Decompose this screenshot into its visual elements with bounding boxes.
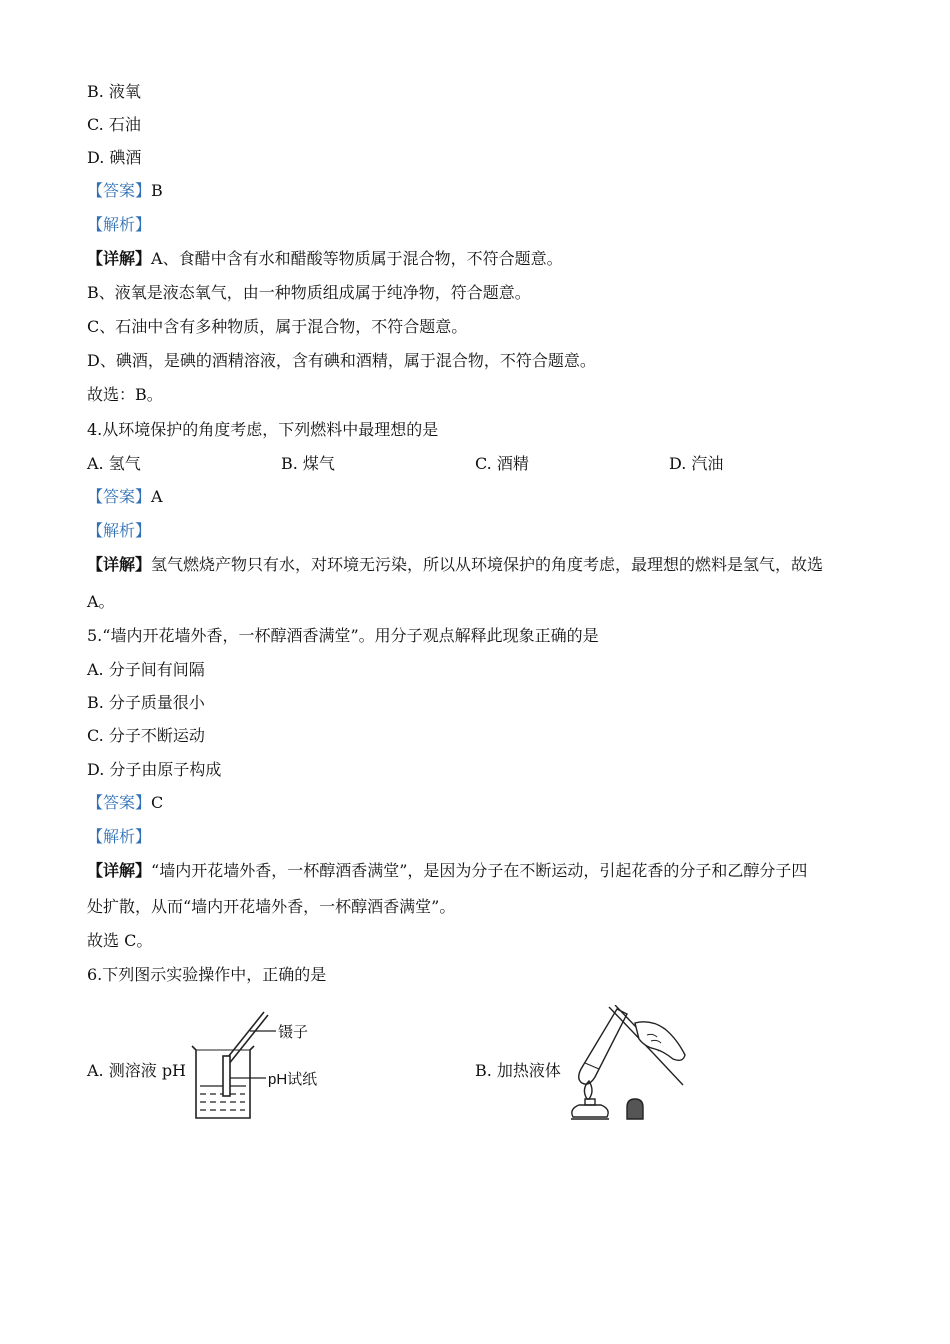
detail-tag: 【详解】 <box>87 249 152 268</box>
q6-option-a-label: A. 测溶液 pH <box>87 1061 187 1080</box>
q4-stem: 4.从环境保护的角度考虑，下列燃料中最理想的是 <box>87 420 439 439</box>
q3-detail-b: B、液氧是液态氧气，由一种物质组成属于纯净物，符合题意。 <box>87 283 531 302</box>
ph-paper-label: pH试纸 <box>268 1071 318 1088</box>
detail-tag: 【详解】 <box>87 555 152 574</box>
answer-value: B <box>151 181 163 200</box>
q5-option-c: C. 分子不断运动 <box>87 726 205 745</box>
q5-analysis-tag: 【解析】 <box>87 827 152 846</box>
detail-text: 氢气燃烧产物只有水，对环境无污染，所以从环境保护的角度考虑，最理想的燃料是氢气，故选 <box>151 555 824 574</box>
detail-text: “墙内开花墙外香，一杯醇酒香满堂”，是因为分子在不断运动，引起花香的分子和乙醇分子四 <box>151 861 808 880</box>
detail-text: A、食醋中含有水和醋酸等物质属于混合物，不符合题意。 <box>151 249 563 268</box>
q3-option-c: C. 石油 <box>87 115 141 134</box>
q4-option-a: A. 氢气 <box>87 454 141 473</box>
q3-detail-c: C、石油中含有多种物质，属于混合物，不符合题意。 <box>87 317 468 336</box>
q4-detail-line1 <box>87 555 823 575</box>
q3-option-d: D. 碘酒 <box>87 148 142 167</box>
ph-test-figure <box>188 1010 338 1125</box>
answer-tag: 【答案】 <box>87 793 152 812</box>
q3-detail-a <box>87 249 563 269</box>
q4-detail-line2: A。 <box>87 592 115 611</box>
q5-conclusion: 故选 C。 <box>87 931 153 950</box>
answer-value: C <box>151 793 164 812</box>
detail-tag: 【详解】 <box>87 861 152 880</box>
q4-option-b: B. 煤气 <box>281 454 335 473</box>
q3-conclusion: 故选：B。 <box>87 385 163 404</box>
q5-detail-line1 <box>87 861 807 881</box>
answer-tag: 【答案】 <box>87 487 152 506</box>
q3-option-b: B. 液氧 <box>87 82 141 101</box>
q5-stem: 5.“墙内开花墙外香，一杯醇酒香满堂”。用分子观点解释此现象正确的是 <box>87 626 599 645</box>
answer-value: A <box>151 487 163 506</box>
tweezers-label: 镊子 <box>278 1024 309 1041</box>
q5-option-a: A. 分子间有间隔 <box>87 660 205 679</box>
q3-detail-d: D、碘酒，是碘的酒精溶液，含有碘和酒精，属于混合物，不符合题意。 <box>87 351 596 370</box>
q3-analysis-tag: 【解析】 <box>87 215 152 234</box>
q3-answer <box>87 181 163 201</box>
q6-stem: 6.下列图示实验操作中，正确的是 <box>87 965 327 984</box>
q4-analysis-tag: 【解析】 <box>87 521 152 540</box>
q4-option-d: D. 汽油 <box>669 454 724 473</box>
q5-detail-line2: 处扩散，从而“墙内开花墙外香，一杯醇酒香满堂”。 <box>87 897 456 916</box>
answer-tag: 【答案】 <box>87 181 152 200</box>
q4-option-c: C. 酒精 <box>475 454 529 473</box>
q5-option-b: B. 分子质量很小 <box>87 693 205 712</box>
q5-option-d: D. 分子由原子构成 <box>87 760 222 779</box>
q6-option-b-label: B. 加热液体 <box>475 1061 561 1080</box>
heating-liquid-figure <box>565 1005 700 1125</box>
q4-answer <box>87 487 163 507</box>
q5-answer <box>87 793 163 813</box>
